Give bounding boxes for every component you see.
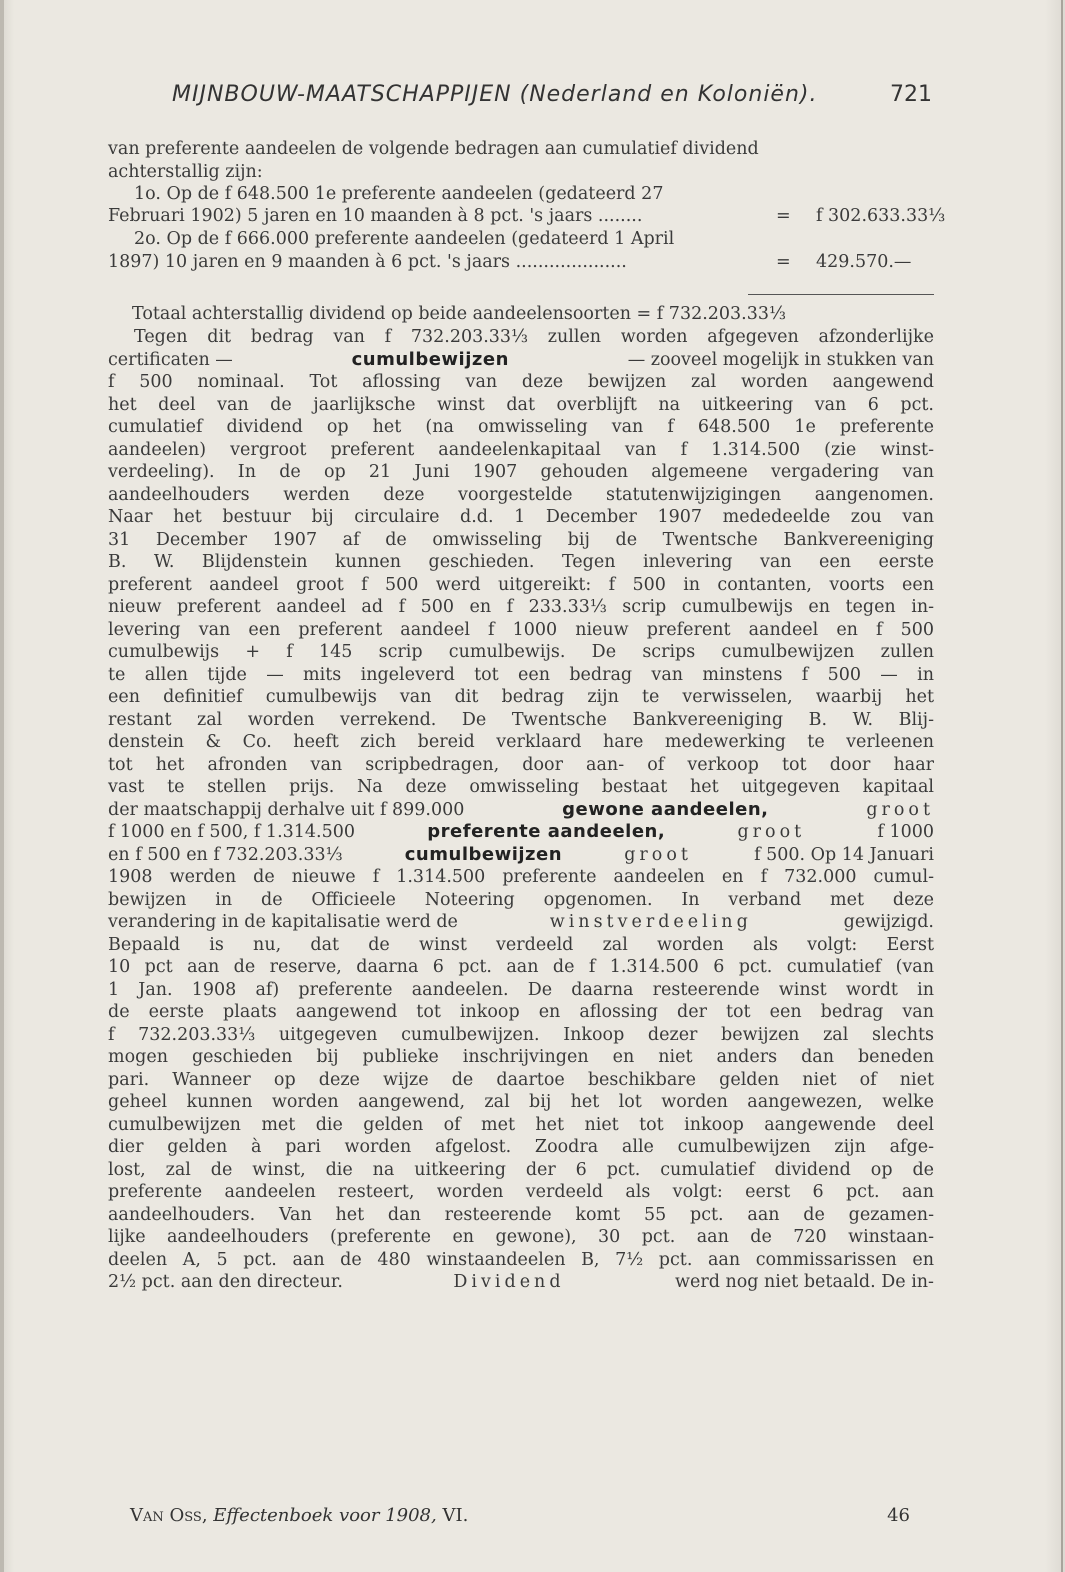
text-line: een definitief cumulbewijs van dit bedrag zijn te verwisselen, waarbij het [108,687,934,707]
text-span: f 1000 [877,822,934,842]
text-span: verandering in de kapitalisatie werd de [108,912,458,932]
text-line: preferente aandeelen resteert, worden verdeeld als volgt: eerst 6 pct. aan [108,1182,934,1202]
text-line: 1908 werden de nieuwe f 1.314.500 preferente aandeelen en f 732.000 cumul- [108,867,934,887]
text-line: pari. Wanneer op deze wijze de daartoe beschikbare gelden niet of niet [108,1069,934,1090]
total-line: Totaal achterstallig dividend op beide aandeelensoorten = f 732.203.33⅓ [132,304,786,324]
text-line [108,1271,934,1294]
intro-paragraph [108,138,934,183]
footer-title: Effectenboek voor 1908, [213,1505,437,1526]
text-line: aandeelen) vergroot preferent aandeelenkapitaal van f 1.314.500 (zie winst- [108,439,934,460]
page-edge-left [0,0,4,1572]
text-line: cumulbewijs + f 145 scrip cumulbewijs. De scrips cumulbewijzen zullen [108,642,934,662]
text-span: f 1000 en f 500, f 1.314.500 [108,822,355,842]
sum-rule [748,294,934,295]
text-span: en f 500 en f 732.203.33⅓ [108,844,343,865]
item-1-amount: f 302.633.33⅓ [816,206,946,226]
running-title: MIJNBOUW-MAATSCHAPPIJEN (Nederland en Koloniën). [172,82,818,107]
page-edge-right [1061,0,1063,1572]
text-line [108,799,934,822]
text-line: levering van een preferent aandeel f 1000 nieuw preferent aandeel en f 500 [108,619,934,640]
text-line [108,349,934,372]
item-2-line-2 [108,251,934,274]
text-line: Naar het bestuur bij circulaire d.d. 1 December 1907 mededeelde zou van [108,507,934,527]
text-line [108,821,934,844]
text-line: te allen tijde — mits ingeleverd tot een bedrag van minstens f 500 — in [108,664,934,685]
text-line: van preferente aandeelen de volgende bedragen aan cumulatief dividend [108,139,759,159]
bold-term-preferente-aandeelen: preferente aandeelen, [427,821,666,842]
text-line: de eerste plaats aangewend tot inkoop en aflossing der tot een bedrag van [108,1002,934,1022]
text-line: preferent aandeel groot f 500 werd uitgereikt: f 500 in contanten, voorts een [108,574,934,595]
bold-term-cumulbewijzen: cumulbewijzen [404,843,563,865]
text-span: werd nog niet betaald. De in- [675,1272,934,1292]
text-span: gewijzigd. [843,912,934,932]
text-line: vast te stellen prijs. Na deze omwisseling bestaat het uitgegeven kapitaal [108,777,934,797]
signature-number: 46 [887,1505,910,1526]
item-2-equals: = [776,252,791,272]
text-line: bewijzen in de Officieele Noteering opgenomen. In verband met deze [108,889,934,910]
text-line: aandeelhouders. Van het dan resteerende komt 55 pct. aan de gezamen- [108,1204,934,1225]
text-line: Tegen dit bedrag van f 732.203.33⅓ zullen worden afgegeven afzonderlijke [134,327,934,347]
bold-term-cumulbewijzen: cumulbewijzen [351,348,509,370]
spaced-word: groot [624,844,692,865]
text-span: certificaten — [108,349,233,370]
spaced-word: groot [866,799,934,820]
text-line: nieuw preferent aandeel ad f 500 en f 233.33⅓ scrip cumulbewijs en tegen in- [108,597,934,617]
text-line: 1 Jan. 1908 af) preferente aandeelen. De daarna resteerende winst wordt in [108,979,934,1000]
spaced-word: winstverdeeling [549,912,752,932]
text-line: cumulatief dividend op het (na omwisseling van f 648.500 1e preferente [108,417,934,437]
text-line: cumulbewijzen met die gelden of met het niet tot inkoop aangewende deel [108,1114,934,1135]
text-line: 31 December 1907 af de omwisseling bij de Twentsche Bankvereeniging [108,529,934,550]
text-line: B. W. Blijdenstein kunnen geschieden. Tegen inlevering van een eerste [108,552,934,572]
text-span: — zooveel mogelijk in stukken van [627,349,934,370]
item-2-line-1: 2o. Op de f 666.000 preferente aandeelen (gedateerd 1 April [134,229,675,249]
text-line: denstein & Co. heeft zich bereid verklaard hare medewerking te verleenen [108,732,934,752]
bold-term-gewone-aandeelen: gewone aandeelen, [562,798,769,820]
text-line: lost, zal de winst, die na uitkeering der 6 pct. cumulatief dividend op de [108,1159,934,1180]
item-2-amount: 429.570.— [816,252,912,272]
text-line [108,911,934,934]
text-span: der maatschappij derhalve uit f 899.000 [108,799,465,820]
spaced-word: Dividend [453,1272,565,1292]
spaced-word: groot [737,822,806,842]
text-span: 2½ pct. aan den directeur. [108,1272,343,1292]
text-line: f 500 nominaal. Tot aflossing van deze bewijzen zal worden aangewend [108,372,934,392]
text-line: mogen geschieden bij publieke inschrijvingen en niet anders dan beneden [108,1047,934,1067]
footer-author: Van Oss, [130,1505,208,1526]
text-line: Bepaald is nu, dat de winst verdeeld zal worden als volgt: Eerst [108,934,934,955]
text-line [108,844,934,867]
body-paragraph [108,326,934,1294]
text-line: het deel van de jaarlijksche winst dat overblijft na uitkeering van 6 pct. [108,394,934,415]
footer-volume: VI. [442,1505,469,1526]
text-line: restant zal worden verrekend. De Twentsche Bankvereeniging B. W. Blij- [108,709,934,730]
page-footer [130,1505,910,1526]
text-line: 10 pct aan de reserve, daarna 6 pct. aan de f 1.314.500 6 pct. cumulatief (van [108,957,934,977]
text-line: geheel kunnen worden aangewend, zal bij het lot worden aangewezen, welke [108,1092,934,1112]
text-line: aandeelhouders werden deze voorgestelde statutenwijzigingen aangenomen. [108,484,934,505]
item-2-text: 1897) 10 jaren en 9 maanden à 6 pct. 's jaars .................... [108,252,627,272]
text-line: verdeeling). In de op 21 Juni 1907 gehouden algemeene vergadering van [108,462,934,482]
text-line: f 732.203.33⅓ uitgegeven cumulbewijzen. Inkoop dezer bewijzen zal slechts [108,1024,934,1045]
item-1-equals: = [776,206,791,226]
text-span: f 500. Op 14 Januari [754,844,934,865]
page-number: 721 [890,82,932,107]
item-1-line-2 [108,205,946,228]
text-line: deelen A, 5 pct. aan de 480 winstaandeelen B, 7½ pct. aan commissarissen en [108,1249,934,1270]
item-1-text: Februari 1902) 5 jaren en 10 maanden à 8 pct. 's jaars ........ [108,206,643,226]
text-line: dier gelden à pari worden afgelost. Zoodra alle cumulbewijzen zijn afge- [108,1137,934,1157]
text-line: tot het afronden van scripbedragen, door aan- of verkoop tot door haar [108,754,934,775]
text-line: lijke aandeelhouders (preferente en gewone), 30 pct. aan de 720 winstaan- [108,1227,934,1247]
running-header [172,82,932,107]
text-line: achterstallig zijn: [108,161,263,182]
item-1-line-1: 1o. Op de f 648.500 1e preferente aandeelen (gedateerd 27 [134,184,664,204]
